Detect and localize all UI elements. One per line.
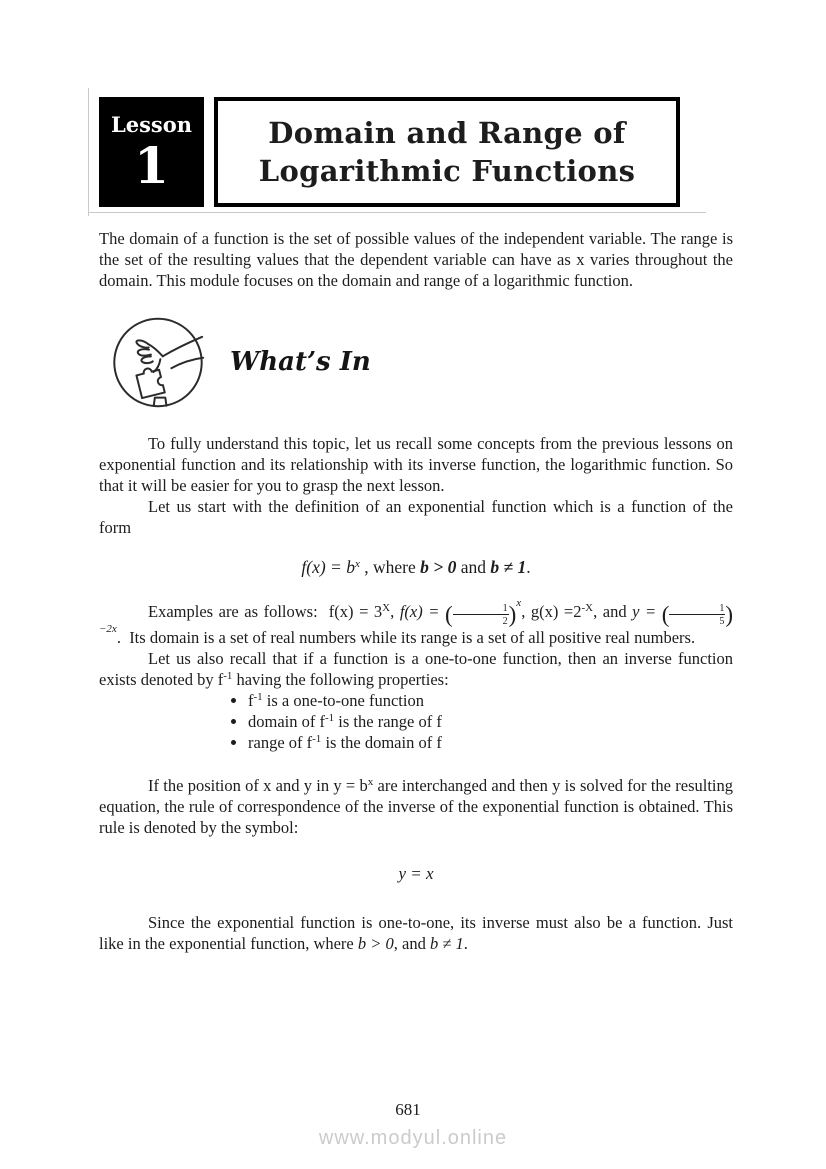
formula-period: . [526,557,531,577]
examples-y: y = [632,602,662,621]
interchange-post: are interchanged and then y is solved for the resulting equation, the rule of correspondence of the inverse of the exponential function is obtained. This rule is denoted by the symbol: [99,776,733,837]
conclusion-paragraph [99,912,733,954]
inverse-paragraph [99,648,733,690]
condition-b-gt-0: b > 0 [357,934,394,953]
bullet-text: f [248,691,254,710]
examples-fx2: f(x) = [399,602,445,621]
conclusion-mid: , and [393,934,430,953]
watermark: www.modyul.online [318,1127,508,1149]
bullet-superscript: -1 [312,733,322,745]
list-item [248,711,733,732]
examples-separator: , [390,602,400,621]
fraction-one-half [453,603,509,627]
properties-list [99,690,733,753]
lesson-title-line1: Domain and Range of [268,116,626,150]
formula-fx: f(x) = b [301,557,355,577]
bullet-text: is the domain of f [321,733,442,752]
open-paren: ( [444,602,453,627]
intro-paragraph: The domain of a function is the set of possible values of the independent variable. The range is the set of the resulting values that the dependent variable can have as x varies throughout the domain. This module focuses on the domain and range of a logarithmic function. [99,229,733,290]
examples-gx: , g(x) =2 [521,602,582,621]
denominator: 2 [502,616,508,627]
interchange-superscript: x [367,776,374,788]
recall-paragraph: To fully understand this topic, let us recall some concepts from the previous lessons on exponential function and its relationship with its inverse function, the logarithmic function. So that it will be easier for you to grasp the next lesson. [99,434,733,495]
inverse-superscript: -1 [223,670,233,682]
identity-formula: y = x [398,864,434,883]
lesson-number: 1 [134,135,169,195]
fraction-one-fifth [669,603,725,627]
exponent-x: x [516,597,522,609]
lesson-label: Lesson [110,111,193,137]
definition-intro-paragraph: Let us start with the definition of an exponential function which is a function of the form [99,497,733,537]
table-gridline-horizontal [88,212,706,213]
conclusion-period: . [463,934,468,953]
bullet-text: is the range of f [334,712,442,731]
puzzle-hand-icon [110,315,206,410]
close-paren: ) [725,602,734,627]
bullet-text: domain of f [248,712,325,731]
condition-b-ne-1: b ≠ 1 [429,934,464,953]
lesson-number-box [99,97,204,207]
formula-where: , where [359,557,421,577]
whats-in-heading: What’s In [230,347,371,377]
page-number: 681 [395,1100,421,1119]
conclusion-pre: Since the exponential function is one-to-one, its inverse must also be a function. Just like in the exponential function, where [99,913,733,953]
inverse-post: having the following properties: [232,670,449,689]
inverse-pre: Let us also recall that if a function is a one-to-one function, then an inverse function exists denoted by f [99,649,733,689]
denominator: 5 [719,616,725,627]
examples-lead: Examples are as follows: f(x) = 3 [148,602,383,621]
formula-and: and [456,557,491,577]
open-paren: ( [661,602,670,627]
whats-in-section [99,315,733,410]
exponent-neg-X: -X [581,602,594,614]
definition-formula [99,557,733,578]
list-item [248,732,733,753]
examples-and: , and [593,602,633,621]
exponent-X: X [382,602,391,614]
bullet-text: range of f [248,733,313,752]
interchange-pre: If the position of x and y in y = b [148,776,368,795]
formula-exponent: x [354,558,360,570]
lesson-header [99,97,680,207]
list-item [248,690,733,711]
bullet-text: is a one-to-one function [262,691,424,710]
numerator: 1 [669,603,725,615]
lesson-title-line2: Logarithmic Functions [258,154,636,188]
table-gridline-vertical [88,88,89,216]
condition-b-ne-1: b ≠ 1 [490,557,527,577]
condition-b-gt-0: b > 0 [420,557,457,577]
examples-tail: . Its domain is a set of real numbers while its range is a set of all positive real numbers. [116,628,696,647]
bullet-superscript: -1 [324,712,335,724]
close-paren: ) [508,602,517,627]
interchange-paragraph [99,775,733,838]
exponent-neg-2x: −2x [99,623,117,635]
numerator: 1 [453,603,509,615]
bullet-superscript: -1 [253,691,263,703]
examples-paragraph [99,597,734,648]
lesson-title-box [214,97,680,207]
